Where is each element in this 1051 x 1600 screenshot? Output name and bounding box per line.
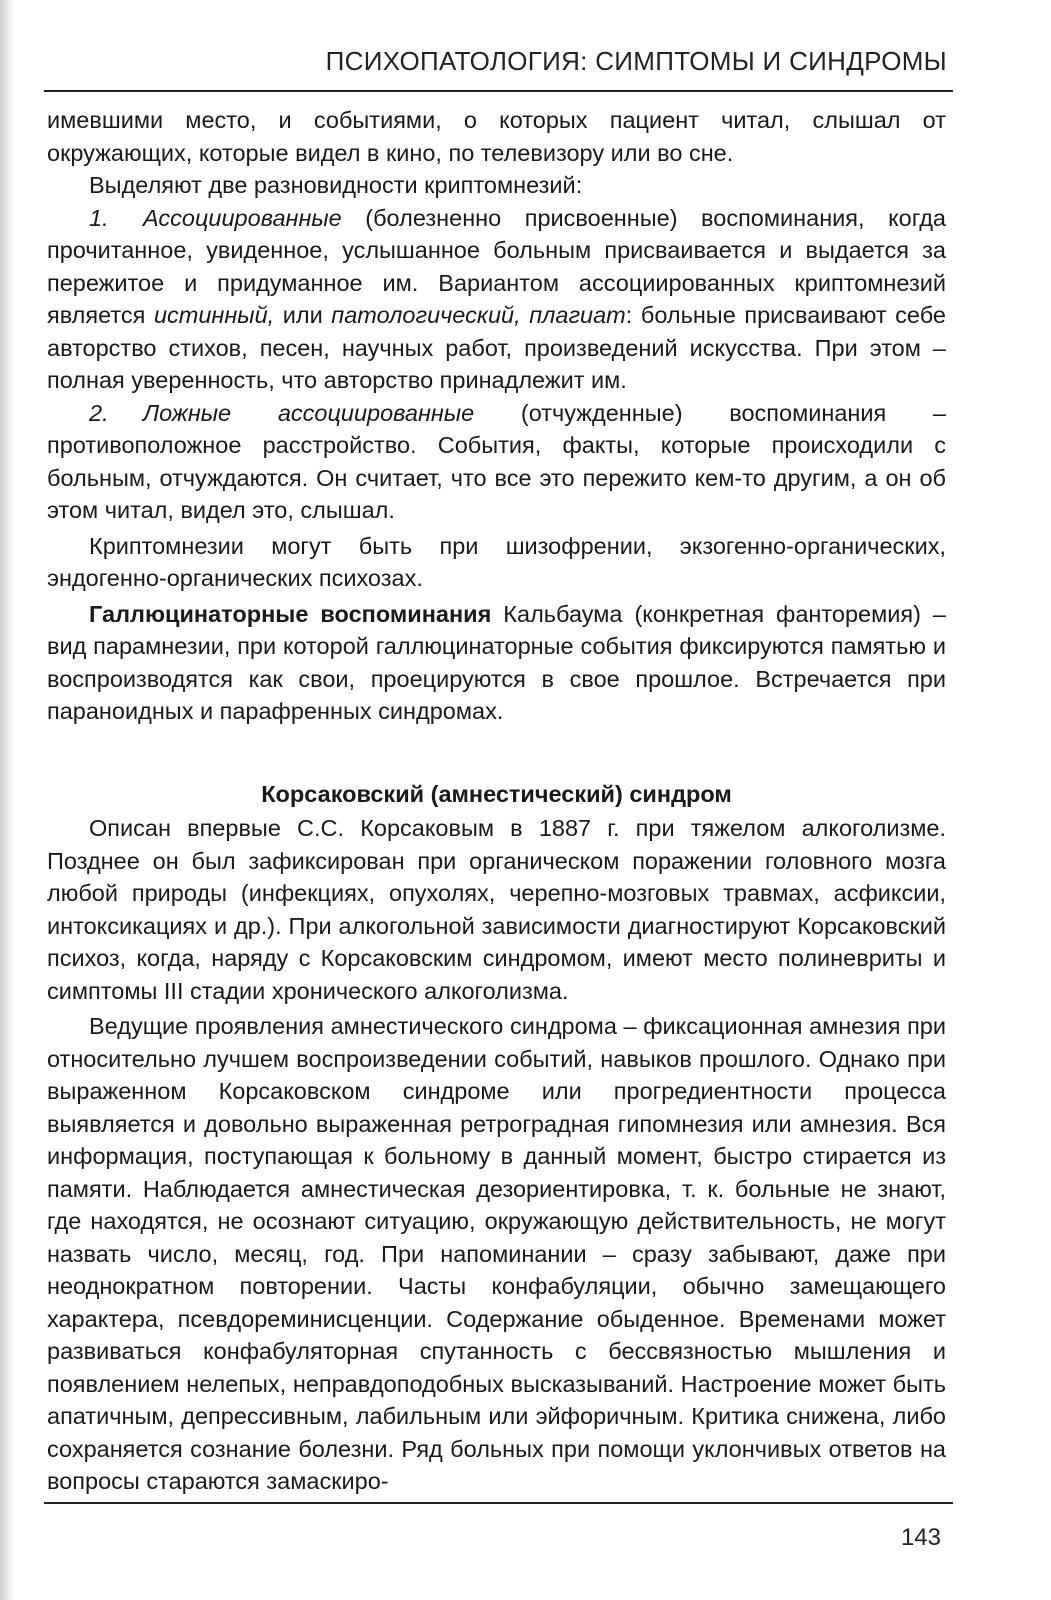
term-associated: Ассоциированные <box>143 204 342 231</box>
list-number: 2. <box>89 399 109 426</box>
paragraph-hallucinatory <box>47 598 946 728</box>
list-text: : больные присваивают себе авторство стихов, песен, научных работ, произведений искусства. При этом – полная уверенность, что авторство принадлежит им. <box>47 302 946 393</box>
paragraph-korsakoff-manifestations: Ведущие проявления амнестического синдрома – фиксационная амнезия при относительно лучшем воспроизведении событий, навыков прошлого. Однако при выраженном Корсаковском синдроме или прогредиентности процесса выявляется и довольно выраженная ретроградная гипомнезия или амнезия. Вся информация, поступающая к больному в данный момент, быстро стирается из памяти. Наблюдается амнестическая дезориентировка, т. к. больные не знают, где находятся, не осознают ситуацию, окружающую действительность, не могут назвать число, месяц, год. При напоминании – сразу забывают, даже при неоднократном повторении. Часты конфабуляции, обычно замещающего характера, псевдореминисценции. Содержание обыденное. Временами может развиваться конфабуляторная спутанность с бессвязностью мышления и появлением нелепых, неправдоподобных высказываний. Настроение может быть апатичным, депрессивным, лабильным или эйфоричным. Критика снижена, либо сохраняется сознание болезни. Ряд больных при помощи уклончивых ответов на вопросы стараются замаскиро- <box>47 1013 946 1494</box>
list-text: (болезненно присвоенные) воспоминания, когда прочитанное, увиденное, услышанное больным присваивается и выдается за пережитое и придуманное им. Вариантом ассоциированных криптомнезий является <box>47 204 946 328</box>
term-true: истинный, <box>153 302 275 328</box>
page-body <box>47 104 946 1498</box>
page-number: 143 <box>900 1524 941 1551</box>
paragraph-korsakoff-history: Описан впервые С.С. Корсаковым в 1887 г. при тяжелом алкоголизме. Позднее он был зафиксирован при органическом поражении головного мозга любой природы (инфекциях, опухолях, черепно-мозговых травмах, асфиксии, интоксикациях и др.). При алкогольной зависимости диагностируют Корсаковский психоз, когда, наряду с Корсаковским синдромом, имеют место полиневриты и симптомы III стадии хронического алкоголизма. <box>47 815 946 1004</box>
list-number: 1. <box>89 204 109 231</box>
paragraph-cryptomnesia: Криптомнезии могут быть при шизофрении, экзогенно-органических, эндогенно-органических психозах. <box>47 532 946 591</box>
paragraph-intro-types: Выделяют две разновидности криптомнезий: <box>89 172 583 198</box>
term-false-associated: Ложные ассоциированные <box>143 399 475 426</box>
footer-rule <box>44 1502 953 1504</box>
paragraph-text: Кальбаума (конкретная фанторемия) – вид парамнезии, при которой галлюцинаторные события фиксируются памятью и воспроизводятся как свои, проецируются в свое прошлое. Встречается при параноидных и парафренных синдромах. <box>47 600 946 724</box>
header-rule <box>44 90 953 92</box>
book-spine-shadow <box>0 0 14 1600</box>
section-title: Корсаковский (амнестический) синдром <box>261 780 732 807</box>
running-head: ПСИХОПАТОЛОГИЯ: СИМПТОМЫ И СИНДРОМЫ <box>325 46 947 76</box>
paragraph-continuation: имевшими место, и событиями, о которых пациент читал, слышал от окружающих, которые видел в кино, по телевизору или во сне. <box>47 107 946 166</box>
list-item-2 <box>47 397 946 527</box>
list-text: (отчужденные) воспоминания – противоположное расстройство. События, факты, которые происходили с больным, отчуждаются. Он считает, что все это пережито кем-то другим, а он об этом читал, видел это, слышал. <box>47 399 946 523</box>
list-text: или <box>274 302 332 328</box>
term-hallucinatory-memories: Галлюцинаторные воспоминания <box>89 600 492 627</box>
list-item-1 <box>47 202 946 397</box>
term-plagiarism: патологический, плагиат <box>331 302 626 328</box>
